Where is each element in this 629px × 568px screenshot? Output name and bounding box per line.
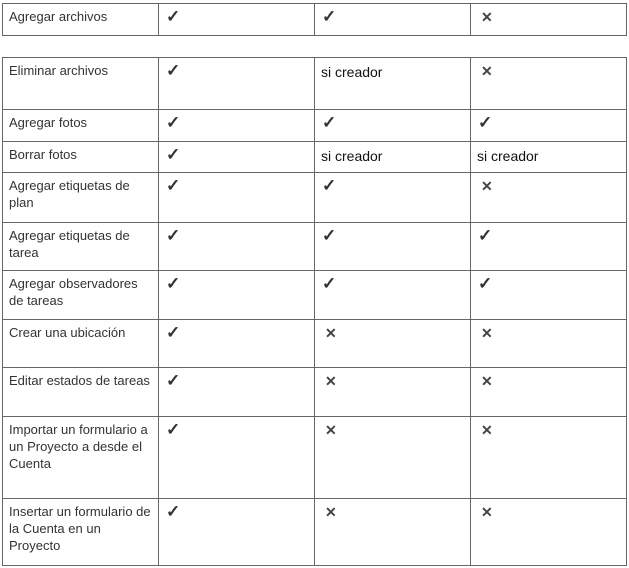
cross-icon: ✕ — [481, 504, 493, 520]
permission-cell — [159, 58, 315, 110]
row-label-cell — [3, 4, 159, 36]
permission-text: si creador — [477, 148, 539, 164]
permission-cell — [471, 271, 627, 320]
check-icon: ✓ — [166, 274, 181, 293]
row-label: Agregar etiquetas de tarea — [9, 228, 130, 260]
permission-cell — [471, 110, 627, 142]
row-label-cell — [3, 223, 159, 271]
check-icon: ✓ — [166, 371, 181, 390]
row-label: Eliminar archivos — [9, 63, 108, 78]
permission-cell — [315, 58, 471, 110]
cross-icon: ✕ — [325, 422, 337, 438]
check-icon: ✓ — [166, 145, 181, 164]
permission-cell — [471, 223, 627, 271]
row-label-cell — [3, 271, 159, 320]
permission-cell — [315, 499, 471, 566]
table-row — [3, 417, 627, 499]
row-label: Agregar fotos — [9, 115, 88, 130]
permission-cell — [315, 110, 471, 142]
check-icon: ✓ — [166, 61, 181, 80]
row-label: Crear una ubicación — [9, 325, 126, 340]
table-row — [3, 142, 627, 173]
permission-cell — [159, 142, 315, 173]
cross-icon: ✕ — [325, 325, 337, 341]
permission-cell — [315, 223, 471, 271]
permission-cell — [159, 4, 315, 36]
permission-cell — [159, 368, 315, 417]
permission-cell — [471, 320, 627, 368]
check-icon: ✓ — [166, 323, 181, 342]
permission-cell — [315, 173, 471, 223]
check-icon: ✓ — [322, 226, 337, 245]
permission-cell — [315, 4, 471, 36]
permission-cell — [315, 368, 471, 417]
table-row — [3, 110, 627, 142]
row-label: Agregar archivos — [9, 9, 108, 24]
check-icon: ✓ — [166, 420, 181, 439]
table-row — [3, 271, 627, 320]
permission-cell — [315, 142, 471, 173]
permission-cell — [159, 110, 315, 142]
table-row — [3, 58, 627, 110]
permission-cell — [315, 417, 471, 499]
permission-cell — [471, 58, 627, 110]
permission-cell — [159, 271, 315, 320]
cross-icon: ✕ — [481, 9, 493, 25]
check-icon: ✓ — [478, 113, 493, 132]
table-row — [3, 173, 627, 223]
cross-icon: ✕ — [325, 373, 337, 389]
row-label-cell — [3, 110, 159, 142]
permission-text: si creador — [321, 148, 383, 164]
check-icon: ✓ — [322, 274, 337, 293]
check-icon: ✓ — [166, 113, 181, 132]
check-icon: ✓ — [322, 176, 337, 195]
permission-cell — [471, 4, 627, 36]
permission-cell — [471, 142, 627, 173]
row-label: Insertar un formulario de la Cuenta en un Proyecto — [9, 504, 151, 553]
permission-cell — [159, 173, 315, 223]
cross-icon: ✕ — [325, 504, 337, 520]
row-label: Agregar observadores de tareas — [9, 276, 138, 308]
row-label-cell — [3, 320, 159, 368]
cross-icon: ✕ — [481, 178, 493, 194]
check-icon: ✓ — [478, 226, 493, 245]
permissions-table-top — [2, 3, 627, 36]
table-row — [3, 320, 627, 368]
permission-text: si creador — [321, 64, 383, 80]
row-label: Editar estados de tareas — [9, 373, 150, 388]
permission-cell — [159, 499, 315, 566]
permission-cell — [471, 368, 627, 417]
check-icon: ✓ — [166, 7, 181, 26]
row-label-cell — [3, 368, 159, 417]
check-icon: ✓ — [478, 274, 493, 293]
permissions-table — [2, 57, 627, 566]
cross-icon: ✕ — [481, 63, 493, 79]
row-label-cell — [3, 417, 159, 499]
row-label: Importar un formulario a un Proyecto a desde el Cuenta — [9, 422, 148, 471]
row-label-cell — [3, 499, 159, 566]
permission-cell — [315, 320, 471, 368]
cross-icon: ✕ — [481, 373, 493, 389]
table-row — [3, 4, 627, 36]
check-icon: ✓ — [322, 113, 337, 132]
permission-cell — [159, 320, 315, 368]
row-label: Agregar etiquetas de plan — [9, 178, 130, 210]
permission-cell — [471, 499, 627, 566]
table-row — [3, 499, 627, 566]
permission-cell — [471, 417, 627, 499]
table-row — [3, 368, 627, 417]
permission-cell — [159, 223, 315, 271]
permission-cell — [159, 417, 315, 499]
cross-icon: ✕ — [481, 422, 493, 438]
row-label-cell — [3, 142, 159, 173]
check-icon: ✓ — [166, 176, 181, 195]
check-icon: ✓ — [166, 226, 181, 245]
check-icon: ✓ — [166, 502, 181, 521]
row-label-cell — [3, 58, 159, 110]
permission-cell — [471, 173, 627, 223]
row-label-cell — [3, 173, 159, 223]
cross-icon: ✕ — [481, 325, 493, 341]
row-label: Borrar fotos — [9, 147, 77, 162]
permission-cell — [315, 271, 471, 320]
table-row — [3, 223, 627, 271]
check-icon: ✓ — [322, 7, 337, 26]
